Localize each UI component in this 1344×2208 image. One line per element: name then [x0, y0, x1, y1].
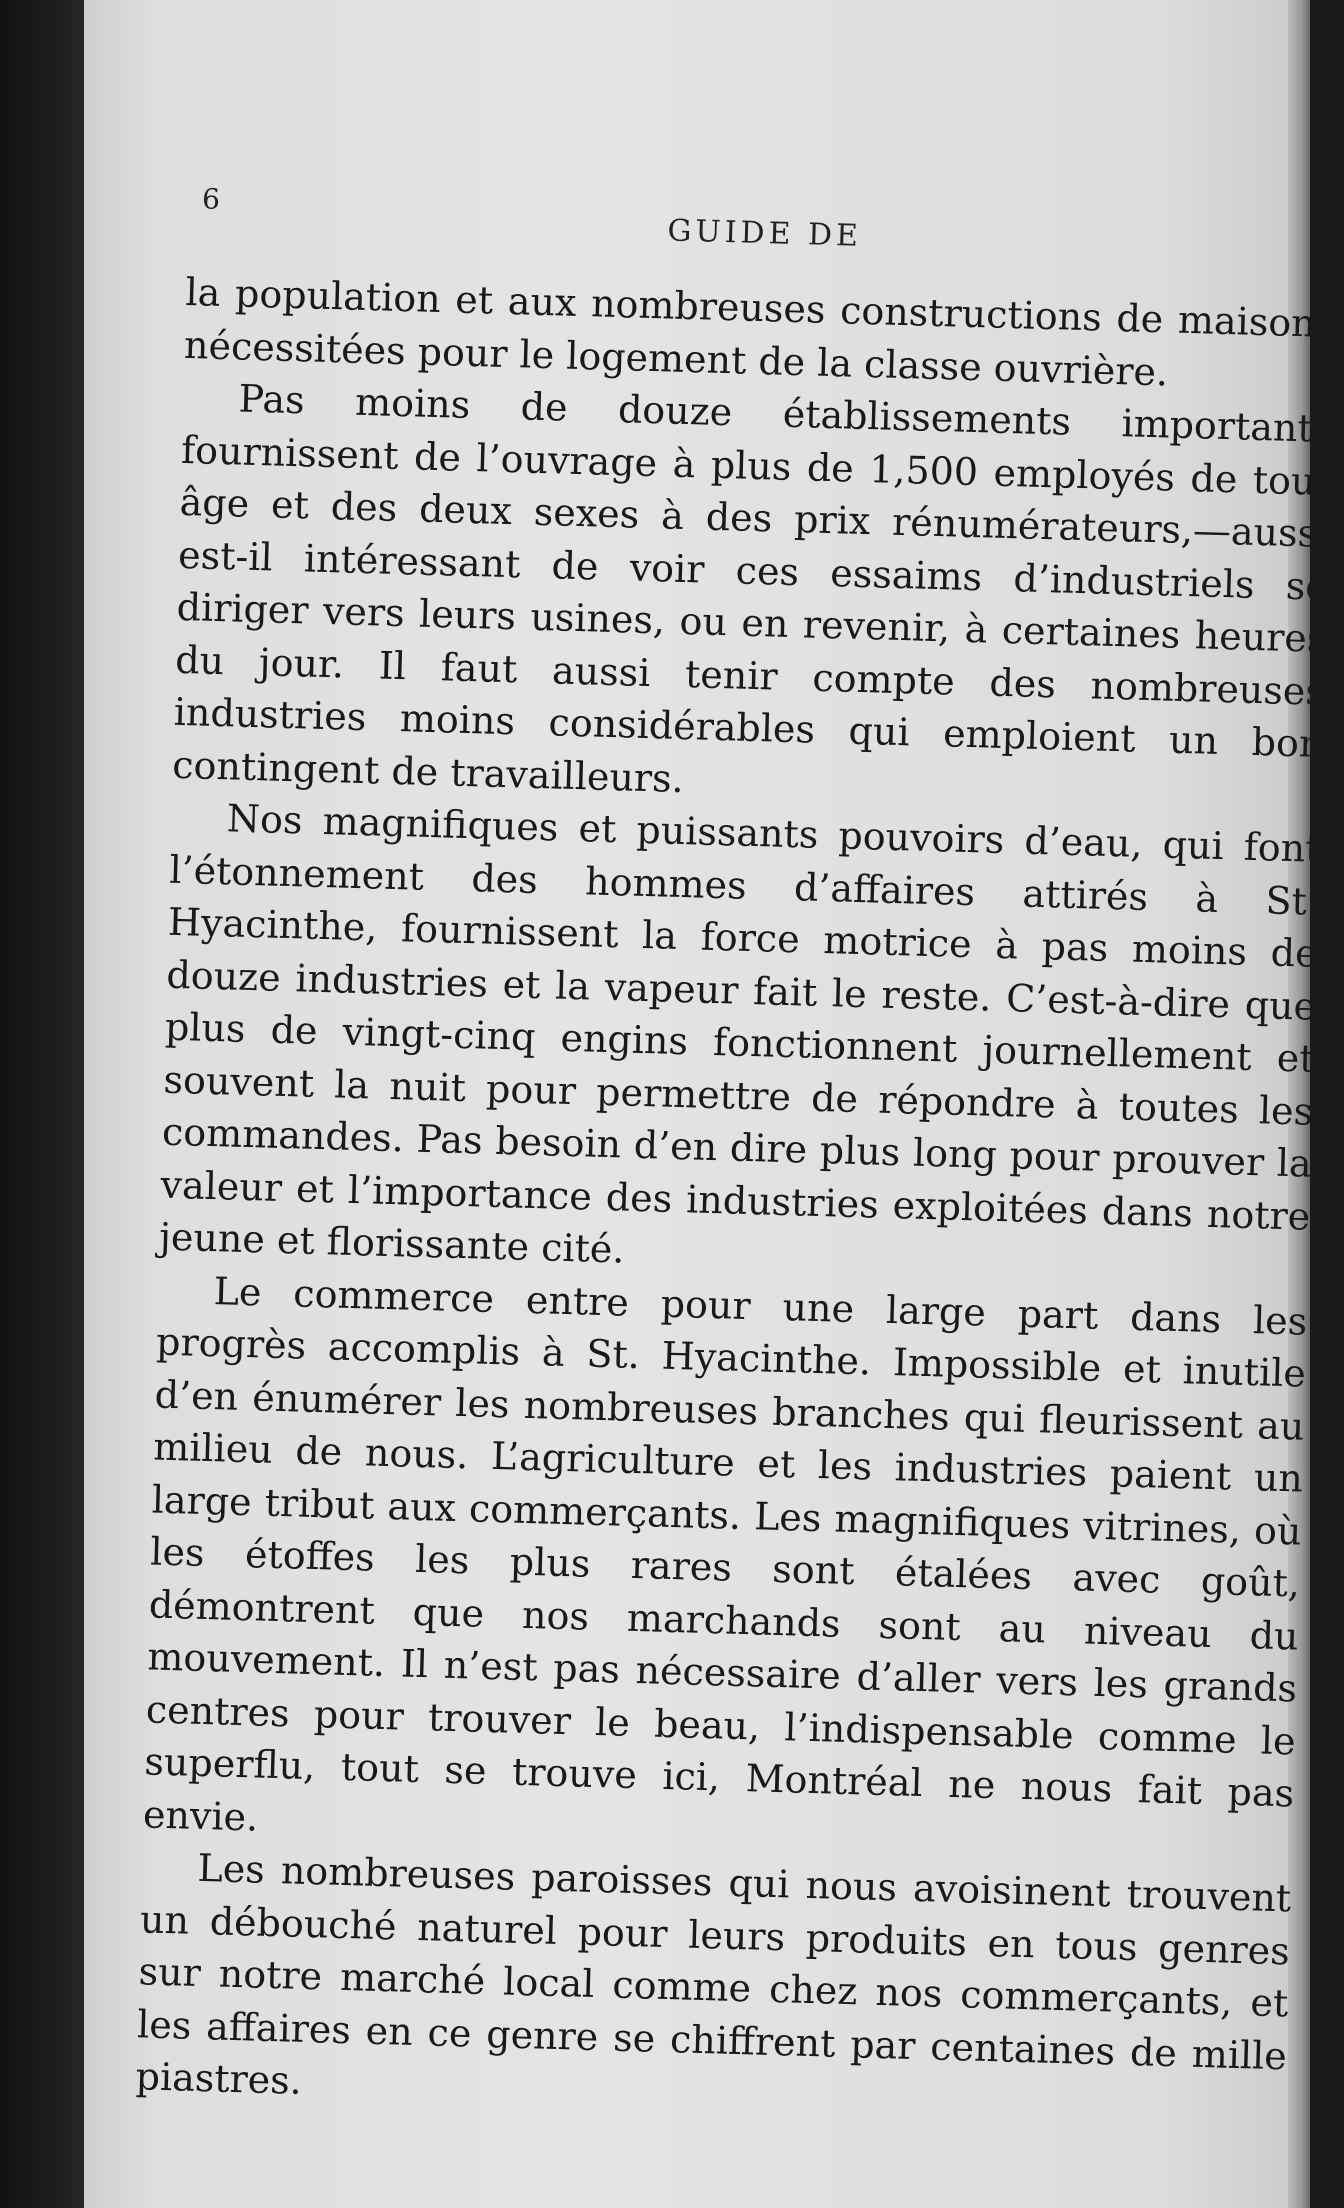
page-number: 6: [201, 182, 221, 216]
scan-left-margin: [0, 0, 92, 2208]
paragraph-continuation: la population et aux nombreuses constructions de maisons nécessitées pour le logement de la classe ouvrière.: [183, 269, 1336, 394]
page-content: [135, 170, 1339, 2135]
paragraph-parishes: Les nombreuses paroisses qui nous avoisinent trouvent un débouché naturel pour leurs produits en tous genres sur notre marché local comme chez nos commerçants, et les affaires en ce genre se chiffrent par centaines de mille piastres.: [135, 1845, 1292, 2103]
paragraph-commerce: Le commerce entre pour une large part dans les progrès accomplis à St. Hyacinthe. Impossible et inutile d’en énumérer les nombreuses branches qui fleurissent au milieu de nous. L’agriculture et les industries paient un large tribut aux commerçants. Les magnifiques vitrines, où les étoffes les plus rares sont étalées avec goût, démontrent que nos marchands sont au niveau du mouvement. Il n’est pas nécessaire d’aller vers les grands centres pour trouver le beau, l’indispensable comme le superflu, tout se trouve ici, Montréal ne nous fait pas envie.: [142, 1268, 1308, 1840]
paragraph-water-power: Nos magnifiques et puissants pouvoirs d’eau, qui font l’étonnement des hommes d’affaires attirés à St. Hyacinthe, fournissent la force motrice à pas moins de douze industries et la vapeur fait le reste. C’est-à-dire que plus de vingt-cinq engins fonctionnent journellement et souvent la nuit pour permettre de répondre à toutes les commandes. Pas besoin d’en dire plus long pour prouver la valeur et l’importance des industries exploitées dans notre jeune et florissante cité.: [158, 796, 1322, 1272]
running-head: GUIDE DE: [666, 213, 863, 254]
book-page: [84, 0, 1336, 2208]
paragraph-industries: Pas moins de douze établissements importants fournissent de l’ouvrage à plus de 1,500 employés de tout âge et des deux sexes à des prix rénumérateurs,—aussi est-il intéressant de voir ces essaims d’industriels se diriger vers leurs usines, ou en revenir, à certaines heures du jour. Il faut aussi tenir compte des nombreuses industries moins considérables qui emploient un bon contingent de travailleurs.: [171, 376, 1333, 801]
